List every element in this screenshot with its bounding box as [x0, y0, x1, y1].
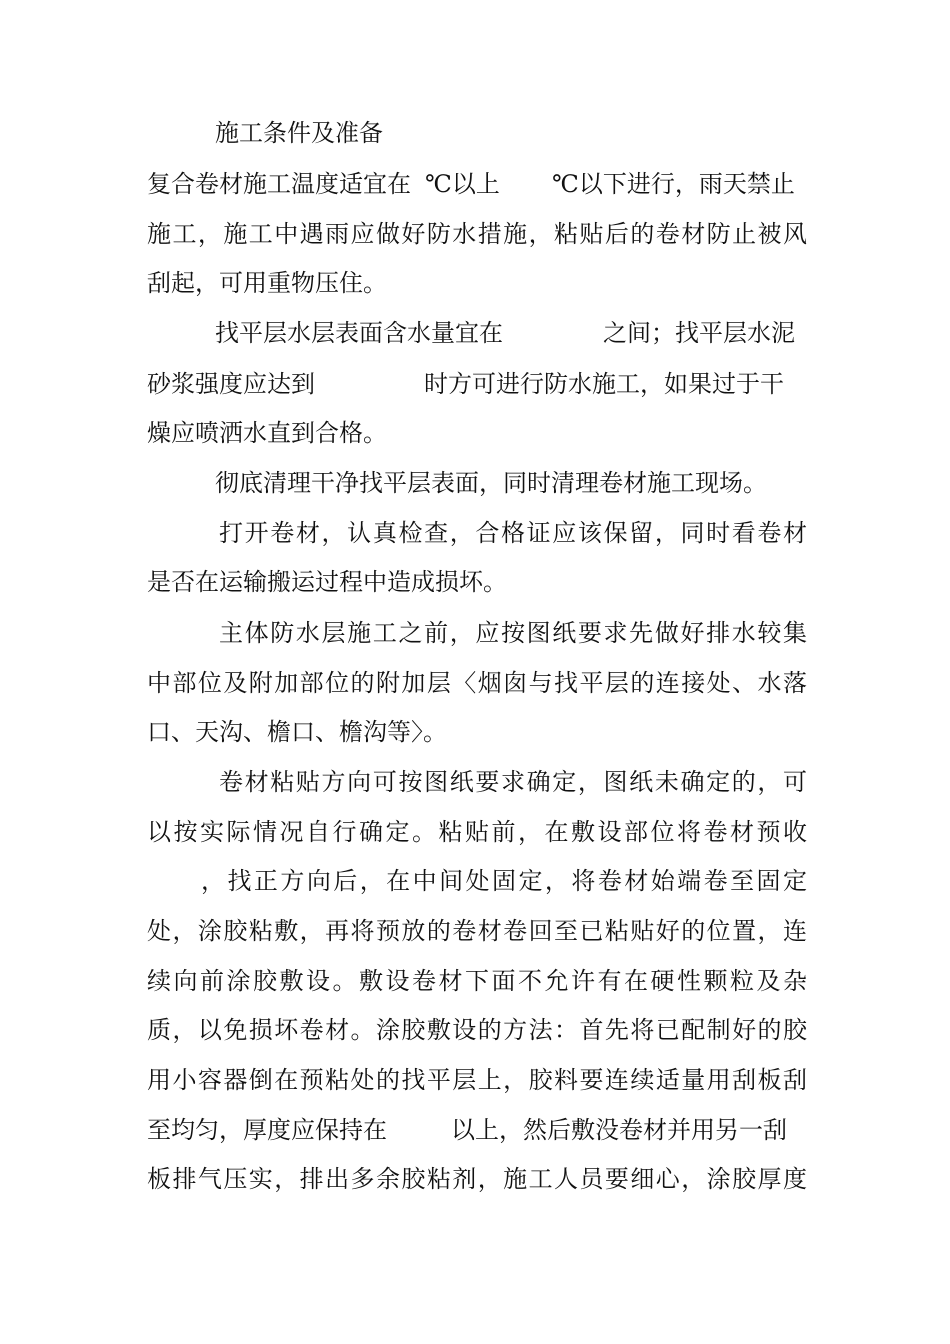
paragraph-1-line-2: 施工，施工中遇雨应做好防水措施，粘贴后的卷材防止被风	[147, 220, 807, 248]
paragraph-6-line-7: 用小容器倒在预粘处的找平层上，胶料要连续适量用刮板刮	[147, 1066, 807, 1094]
paragraph-2-line-1	[147, 318, 807, 348]
paragraph-3-line-1: 彻底清理干净找平层表面，同时清理卷材施工现场。	[215, 469, 767, 497]
paragraph-6-line-5: 续向前涂胶敷设。敷设卷材下面不允许有在硬性颗粒及杂	[147, 967, 807, 995]
paragraph-5-line-1: 主体防水层施工之前，应按图纸要求先做好排水较集	[219, 619, 807, 647]
paragraph-5-line-2: 中部位及附加部位的附加层〈烟囱与找平层的连接处、水落	[147, 669, 807, 697]
paragraph-6-line-9: 板排气压实，排出多余胶粘剂，施工人员要细心，涂胶厚度	[147, 1165, 807, 1193]
p2-text-a: 找平层水层表面含水量宜在	[215, 319, 503, 347]
p2-text-c: 砂浆强度应达到	[147, 370, 315, 398]
paragraph-6-line-8	[147, 1115, 807, 1145]
paragraph-1-line-3: 刮起，可用重物压住。	[147, 269, 387, 297]
p1-text-b: ℃以上	[425, 170, 500, 198]
paragraph-5-line-3: 口、天沟、檐口、檐沟等〉。	[147, 718, 447, 746]
p2-text-d: 时方可进行防水施工，如果过于干	[424, 370, 784, 398]
paragraph-1-line-1	[147, 169, 807, 199]
paragraph-6-line-3: ，找正方向后，在中间处固定，将卷材始端卷至固定	[201, 867, 807, 895]
p1-text-c: ℃以下进行，雨天禁止	[552, 170, 795, 198]
paragraph-6-line-6: 质，以免损坏卷材。涂胶敷设的方法：首先将已配制好的胶	[147, 1016, 807, 1044]
paragraph-4-line-1: 打开卷材，认真检查，合格证应该保留，同时看卷材	[219, 519, 807, 547]
paragraph-6-line-4: 处，涂胶粘敷，再将预放的卷材卷回至已粘贴好的位置，连	[147, 917, 807, 945]
paragraph-6-line-1: 卷材粘贴方向可按图纸要求确定，图纸未确定的，可	[219, 768, 807, 796]
p2-text-b: 之间；找平层水泥	[603, 319, 795, 347]
paragraph-4-line-2: 是否在运输搬运过程中造成损坏。	[147, 568, 507, 596]
paragraph-6-line-2: 以按实际情况自行确定。粘贴前，在敷设部位将卷材预收	[147, 818, 807, 846]
p6-text-a: 至均匀，厚度应保持在	[147, 1116, 387, 1144]
p1-text-a: 复合卷材施工温度适宜在	[147, 170, 411, 198]
paragraph-2-line-3: 燥应喷洒水直到合格。	[147, 419, 387, 447]
section-heading: 施工条件及准备	[215, 119, 383, 147]
p6-text-b: 以上，然后敷没卷材并用另一刮	[451, 1116, 787, 1144]
paragraph-2-line-2	[147, 369, 807, 399]
